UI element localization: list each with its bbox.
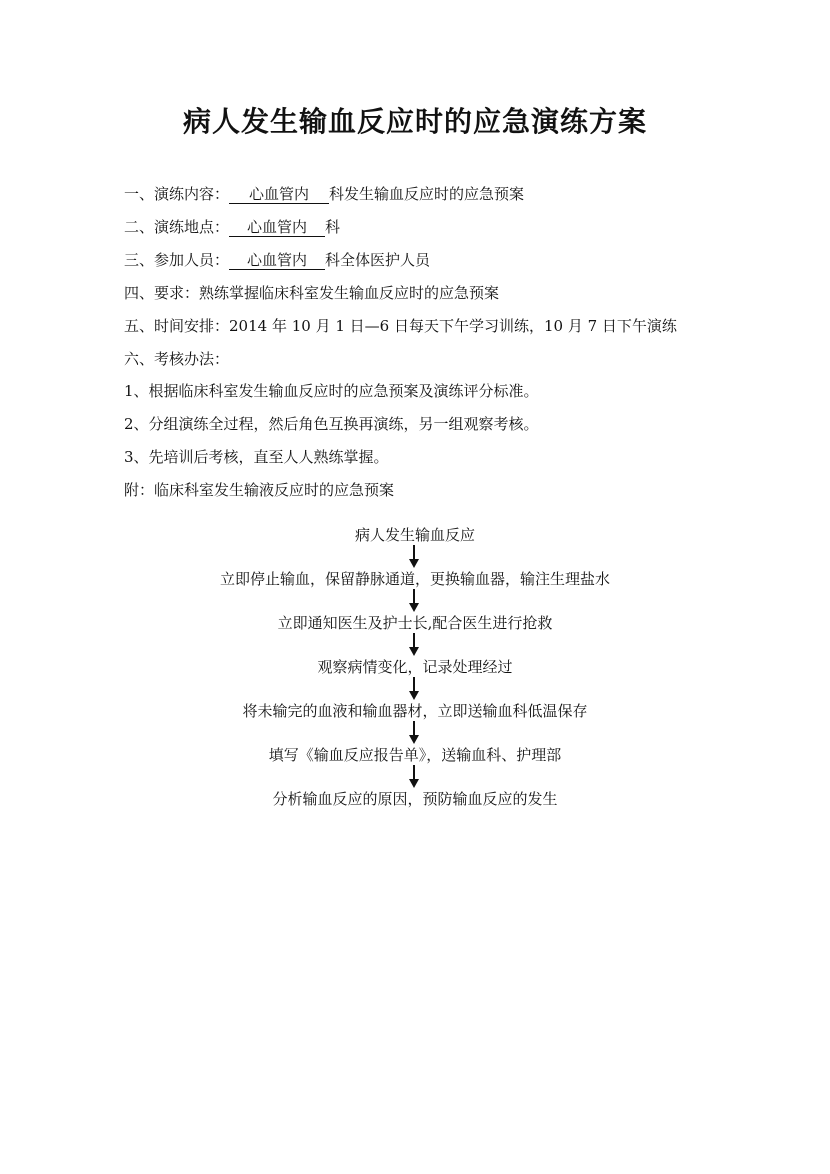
participants-prefix: 三、参加人员：: [124, 251, 230, 269]
flow-step-6: 填写《输血反应报告单》，送输血科、护理部: [268, 746, 562, 764]
schedule-line: 五、时间安排：2014 年 10 月 1 日—6 日每天下午学习训练，10 月 7 日下午演练: [124, 317, 677, 335]
drill-content-line: [124, 184, 524, 204]
drill-location-dept: 心血管内: [229, 219, 325, 237]
flow-arrow-3: [409, 633, 419, 657]
flow-step-5: 将未输完的血液和输血器材，立即送输血科低温保存: [242, 702, 588, 720]
drill-location-suffix: 科: [325, 218, 341, 236]
flow-arrow-5: [409, 721, 419, 745]
flow-step-7: 分析输血反应的原因，预防输血反应的发生: [272, 790, 558, 808]
appendix-line: 附：临床科室发生输液反应时的应急预案: [124, 481, 395, 499]
drill-location-line: [124, 217, 340, 237]
drill-content-dept: 心血管内: [229, 186, 329, 204]
participants-line: [124, 250, 430, 270]
flow-arrow-1: [409, 545, 419, 569]
requirement-line: 四、要求：熟练掌握临床科室发生输血反应时的应急预案: [124, 284, 500, 302]
assessment-item-3: 3、先培训后考核，直至人人熟练掌握。: [124, 448, 389, 466]
drill-location-prefix: 二、演练地点：: [124, 218, 230, 236]
document-title: 病人发生输血反应时的应急演练方案: [182, 105, 647, 138]
participants-suffix: 科全体医护人员: [325, 251, 431, 269]
flow-step-1: 病人发生输血反应: [354, 526, 475, 544]
participants-dept: 心血管内: [229, 252, 325, 270]
flow-step-4: 观察病情变化，记录处理经过: [317, 658, 513, 676]
flow-arrow-2: [409, 589, 419, 613]
assessment-item-1: 1、根据临床科室发生输血反应时的应急预案及演练评分标准。: [124, 382, 539, 400]
flow-arrow-4: [409, 677, 419, 701]
assessment-heading: 六、考核办法：: [124, 350, 230, 368]
assessment-item-2: 2、分组演练全过程，然后角色互换再演练，另一组观察考核。: [124, 415, 539, 433]
flow-arrow-6: [409, 765, 419, 789]
flow-step-3: 立即通知医生及护士长,配合医生进行抢救: [277, 614, 553, 632]
flow-step-2: 立即停止输血，保留静脉通道，更换输血器，输注生理盐水: [219, 570, 610, 588]
drill-content-prefix: 一、演练内容：: [124, 185, 230, 203]
drill-content-suffix: 科发生输血反应时的应急预案: [329, 185, 525, 203]
